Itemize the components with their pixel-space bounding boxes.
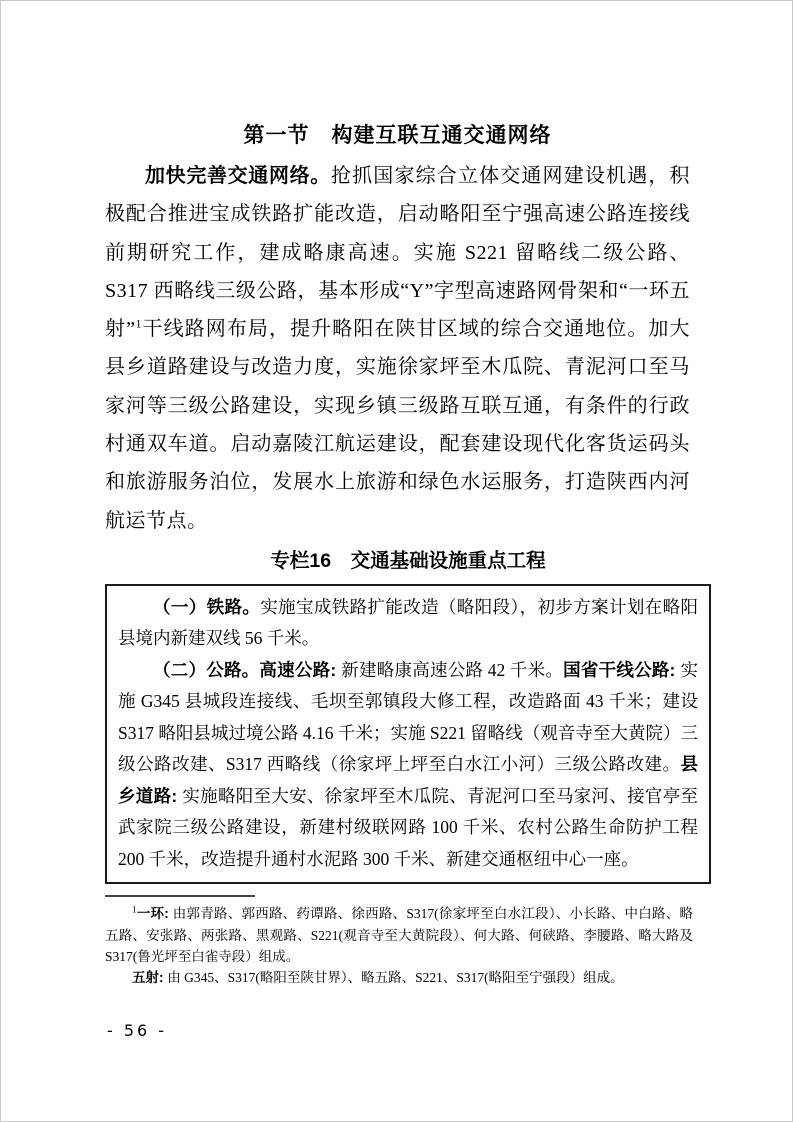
railway-label: （一）铁路。 (153, 596, 261, 617)
footnote-2 (105, 967, 693, 988)
highway-expressway-label: 高速公路: (259, 659, 342, 680)
footnote-ref-marker: 1 (135, 316, 142, 331)
page-number: - 56 - (107, 1021, 168, 1040)
page-content (105, 1, 711, 989)
panel-title: 专栏16 交通基础设施重点工程 (270, 549, 546, 572)
highway-county-text: 实施略阳至大安、徐家坪至木瓜院、青泥河口至马家河、接官亭至武家院三级公路建设，新建村级联网路 100 千米、农村公路生命防护工程 200 千米，改造提升通村水泥路 300 千米、新建交通枢纽中心一座。 (118, 785, 698, 869)
footnote-2-label: 五射: (132, 970, 168, 986)
highway-label: （二）公路。 (153, 659, 260, 680)
footnote-divider (105, 895, 255, 897)
footnote-1-label: 一环: (136, 906, 173, 922)
footnote-1-marker: 1 (132, 904, 137, 915)
paragraph-text-2: 干线路网布局，提升略阳在陕甘区域的综合交通地位。加大县乡道路建设与改造力度，实施徐家坪至木瓜院、青泥河口至马家河等三级公路建设，实现乡镇三级路互联互通，有条件的行政村通双车道。启动嘉陵江航运建设，配套建设现代化客货运码头和旅游服务泊位，发展水上旅游和绿色水运服务，打造陕西内河航运节点。 (105, 318, 690, 532)
body-paragraph (105, 157, 690, 540)
section-title: 第一节 构建互联互通交通网络 (243, 124, 552, 147)
paragraph-text-1: 抢抓国家综合立体交通网建设机遇，积极配合推进宝成铁路扩能改造，启动略阳至宁强高速公路连接线前期研究工作，建成略康高速。实施 S221 留略线二级公路、S317 西略线三级公路，基本形成“Y”字型高速路网骨架和“一环五射” (105, 165, 691, 341)
highway-county-label: 县乡道路: (118, 754, 698, 806)
footnote-1-text: 由郭青路、郭西路、药谭路、徐西路、S317(徐家坪至白水江段）、小长路、中白路、略五路、安张路、两张路、黑观路、S221(观音寺至大黄院段）、何大路、何硖路、李腰路、略大路及 S317(鲁光坪至白雀寺段）组成。 (105, 906, 693, 965)
footnote-2-text: 由 G345、S317(略阳至陕甘界）、略五路、S221、S317(略阳至宁强段）组成。 (167, 970, 624, 986)
panel-item-railway (118, 592, 698, 655)
highway-trunk-label: 国省干线公路: (563, 659, 681, 680)
footnote-1 (105, 903, 693, 967)
paragraph-lead: 加快完善交通网络。 (145, 165, 331, 187)
highway-expressway-text: 新建略康高速公路 42 千米。 (341, 659, 564, 680)
panel-item-highway (118, 655, 698, 876)
highway-trunk-text: 实施 G345 县城段连接线、毛坝至郭镇段大修工程，改造路面 43 千米；建设 S317 略阳县城过境公路 4.16 千米；实施 S221 留略线（观音寺至大黄院）三级公路改建、S317 西略线（徐家坪上坪至白水江小河）三级公路改建。 (118, 659, 698, 775)
panel-box (105, 584, 711, 885)
railway-text: 实施宝成铁路扩能改造（略阳段），初步方案计划在略阳县境内新建双线 56 千米。 (118, 596, 698, 649)
